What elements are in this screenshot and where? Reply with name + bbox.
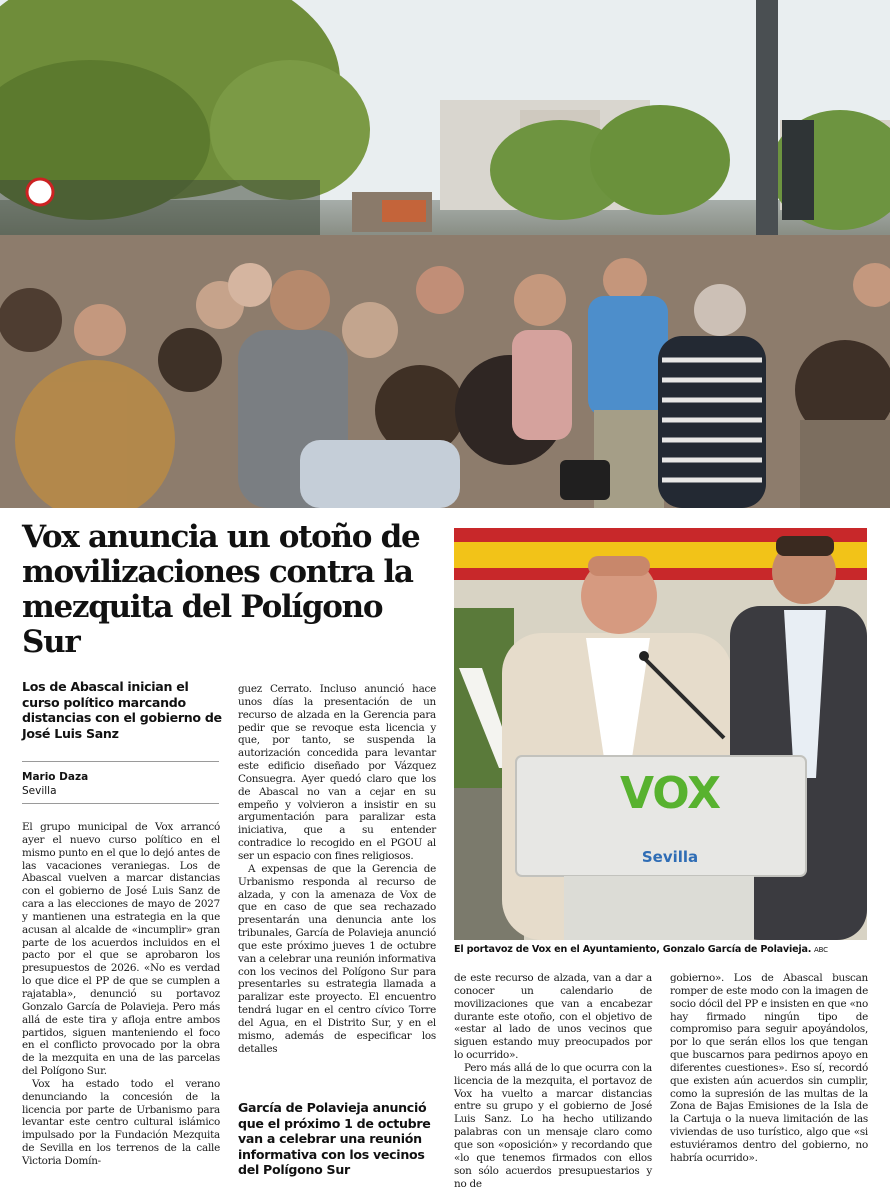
protest-photo	[0, 0, 890, 508]
vox-logo-city: Sevilla	[641, 848, 699, 866]
byline-author: Mario Daza	[22, 771, 89, 783]
byline-top-rule	[22, 761, 219, 762]
paragraph: de este recurso de alzada, van a dar a conocer un calendario de movilizaciones que van a encabezar durante este otoño, con el objetivo de «estar al lado de unos vecinos que siguen estando muy preocupados por lo ocurrido».	[454, 972, 652, 1062]
pull-quote: García de Polavieja anunció que el próximo 1 de octubre van a celebrar una reunión informativa con los vecinos del Polígono Sur	[238, 1100, 431, 1177]
paragraph: Pero más allá de lo que ocurra con la licencia de la mezquita, el portavoz de Vox ha vuelto a marcar distancias entre su grupo y el gobierno de José Luis Sanz. Lo ha hecho utilizando palabras con un mensaje claro como que son «oposición» y recordando que «lo que tenemos firmados con ellos son sólo acuerdos presupuestarios y no de	[454, 1061, 652, 1190]
paragraph: A expensas de que la Gerencia de Urbanismo responda al recurso de alzada, y con la amenaza de Vox de que en caso de que sea rechazado presentarán una denuncia ante los tribunales, García de Polavieja anunció que este próximo jueves 1 de octubre van a celebrar una reunión informativa con los vecinos del Polígono Sur para presentarles su estrategia llamada a paralizar este proyecto. El encuentro tendrá lugar en el centro cívico Torre del Agua, en el Distrito Sur, y en el mismo, además de especificar los detalles	[238, 862, 436, 1055]
article-column-4	[670, 972, 868, 1165]
paragraph: Vox ha estado todo el verano denunciando la concesión de la licencia por parte de Urbanismo para levantar este centro cultural islámico impulsado por la Fundación Mezquita de Sevilla en los terrenos de la calle Victoria Domín-	[22, 1077, 220, 1167]
byline	[22, 770, 88, 798]
speaker-photo-illustration	[454, 528, 867, 940]
byline-bottom-rule	[22, 803, 219, 804]
paragraph: guez Cerrato. Incluso anunció hace unos días la presentación de un recurso de alzada en la Gerencia para pedir que se revoque esta licencia y que, por tanto, se suspenda la autorización concedida para levantar este edificio diseñado por Vázquez Consuegra. Ayer quedó claro que los de Abascal no van a cejar en su empeño y volvieron a insistir en su argumentación para paralizar esta iniciativa, que a su entender contradice lo recogido en el PGOU al ser un espacio con fines religiosos.	[238, 683, 436, 862]
caption-text: El portavoz de Vox en el Ayuntamiento, Gonzalo García de Polavieja.	[454, 944, 812, 955]
article-column-1	[22, 821, 220, 1168]
article-column-2	[238, 683, 436, 1055]
subheadline: Los de Abascal inician el curso político marcando distancias con el gobierno de José Luis Sanz	[22, 679, 222, 741]
photo-credit: ABC	[814, 946, 828, 954]
article-column-3	[454, 972, 652, 1190]
vox-logo: VOX	[619, 768, 721, 819]
speaker-photo	[454, 528, 867, 940]
road-sign-icon	[27, 179, 53, 205]
protest-photo-illustration	[0, 0, 890, 508]
photo-caption	[454, 944, 869, 956]
paragraph: El grupo municipal de Vox arrancó ayer el nuevo curso político en el mismo punto en el que lo dejó antes de las vacaciones veraniegas. Los de Abascal vuelven a marcar distancias con el gobierno de José Luis Sanz de cara a las elecciones de mayo de 2027 y mantienen una estrategia en la que acusan al alcalde de «incumplir» gran parte de los acuerdos incluidos en el pacto por el que se aprobaron los presupuestos de 2026. «No es verdad lo que dice el PP de que se cumplen a rajatabla», denunció su portavoz Gonzalo García de Polavieja. Pero más allá de este tira y afloja entre ambos partidos, siguen manteniendo el foco en el conflicto provocado por la obra de la mezquita en una de las parcelas del Polígono Sur.	[22, 821, 220, 1078]
headline: Vox anuncia un otoño de movilizaciones contra la mezquita del Polígono Sur	[22, 519, 420, 660]
byline-location: Sevilla	[22, 785, 57, 797]
paragraph: gobierno». Los de Abascal buscan romper de este modo con la imagen de socio dócil del PP e insisten en que «no hay firmado ningún tipo de compromiso para seguir apoyándolos, por lo que serán ellos los que tengan que buscarnos para pedirnos apoyo en diferentes cuestiones». Eso sí, recordó que existen aún acuerdos sin cumplir, como la supresión de las multas de la Zona de Bajas Emisiones de la Isla de la Cartuja o la nueva limitación de las viviendas de uso turístico, algo que «si estuviéramos dentro del gobierno, no habría ocurrido».	[670, 972, 868, 1164]
